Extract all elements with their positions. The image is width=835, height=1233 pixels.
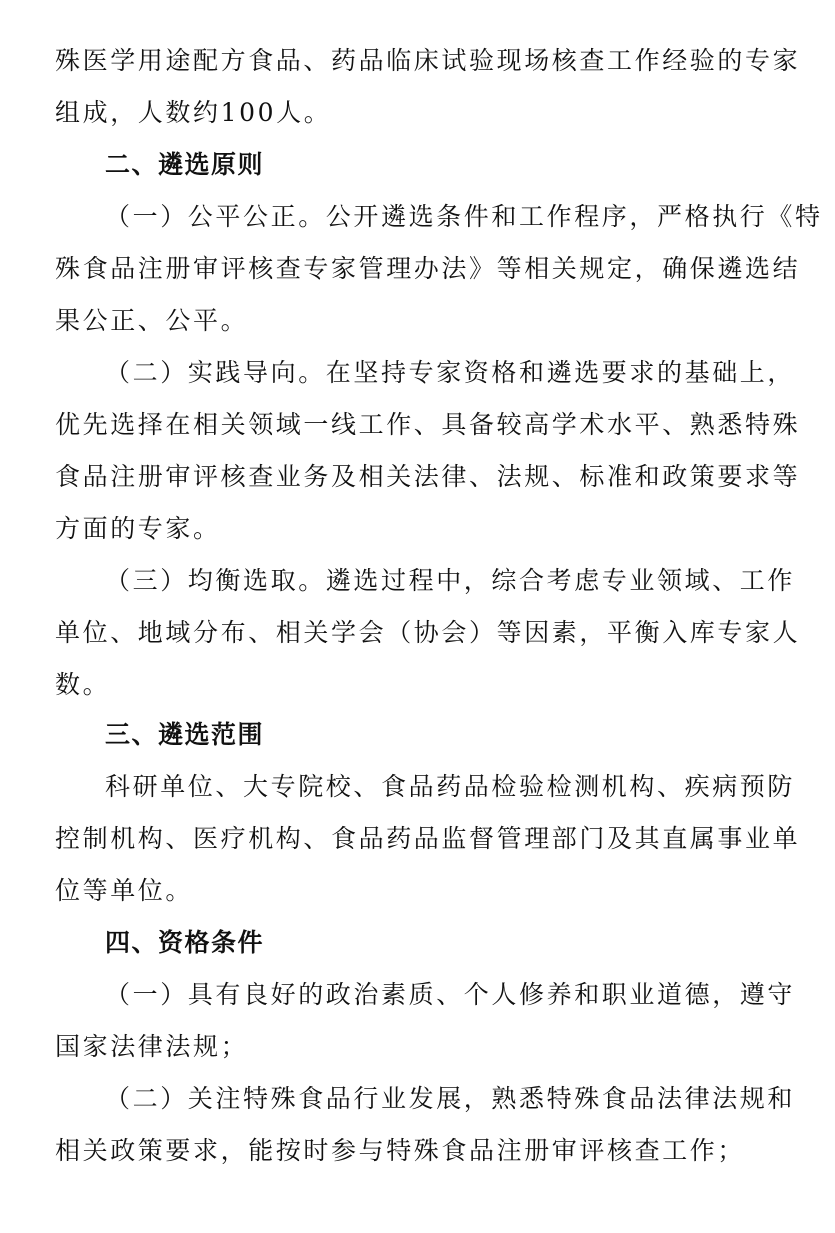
body-text-line: 殊医学用途配方食品、药品临床试验现场核查工作经验的专家 <box>55 46 801 75</box>
section-heading: 二、遴选原则 <box>105 150 265 179</box>
body-text-line: 位等单位。 <box>55 876 194 905</box>
body-text-line: 科研单位、大专院校、食品药品检验检测机构、疾病预防 <box>105 772 796 801</box>
body-text-line: 优先选择在相关领域一线工作、具备较高学术水平、熟悉特殊 <box>55 410 801 439</box>
body-text-line: 单位、地域分布、相关学会（协会）等因素，平衡入库专家人 <box>55 618 801 647</box>
body-text-line: 控制机构、医疗机构、食品药品监督管理部门及其直属事业单 <box>55 824 801 853</box>
body-text-line: （二）关注特殊食品行业发展，熟悉特殊食品法律法规和 <box>105 1084 796 1113</box>
body-text-line: 数。 <box>55 670 111 699</box>
body-text-line: 国家法律法规； <box>55 1032 249 1061</box>
body-text-line: 殊食品注册审评核查专家管理办法》等相关规定，确保遴选结 <box>55 254 801 283</box>
body-text-line: （一）具有良好的政治素质、个人修养和职业道德，遵守 <box>105 980 796 1009</box>
body-text-line: （二）实践导向。在坚持专家资格和遴选要求的基础上， <box>105 358 796 387</box>
section-heading: 四、资格条件 <box>105 928 265 957</box>
body-text-line: 方面的专家。 <box>55 514 221 543</box>
body-text-line: 食品注册审评核查业务及相关法律、法规、标准和政策要求等 <box>55 462 801 491</box>
body-text-line: （一）公平公正。公开遴选条件和工作程序，严格执行《特 <box>105 202 823 231</box>
body-text-line: 组成，人数约100人。 <box>55 98 332 127</box>
body-text-line: （三）均衡选取。遴选过程中，综合考虑专业领域、工作 <box>105 566 796 595</box>
body-text-line: 果公正、公平。 <box>55 306 249 335</box>
body-text-line: 相关政策要求，能按时参与特殊食品注册审评核查工作； <box>55 1136 746 1165</box>
section-heading: 三、遴选范围 <box>105 720 265 749</box>
